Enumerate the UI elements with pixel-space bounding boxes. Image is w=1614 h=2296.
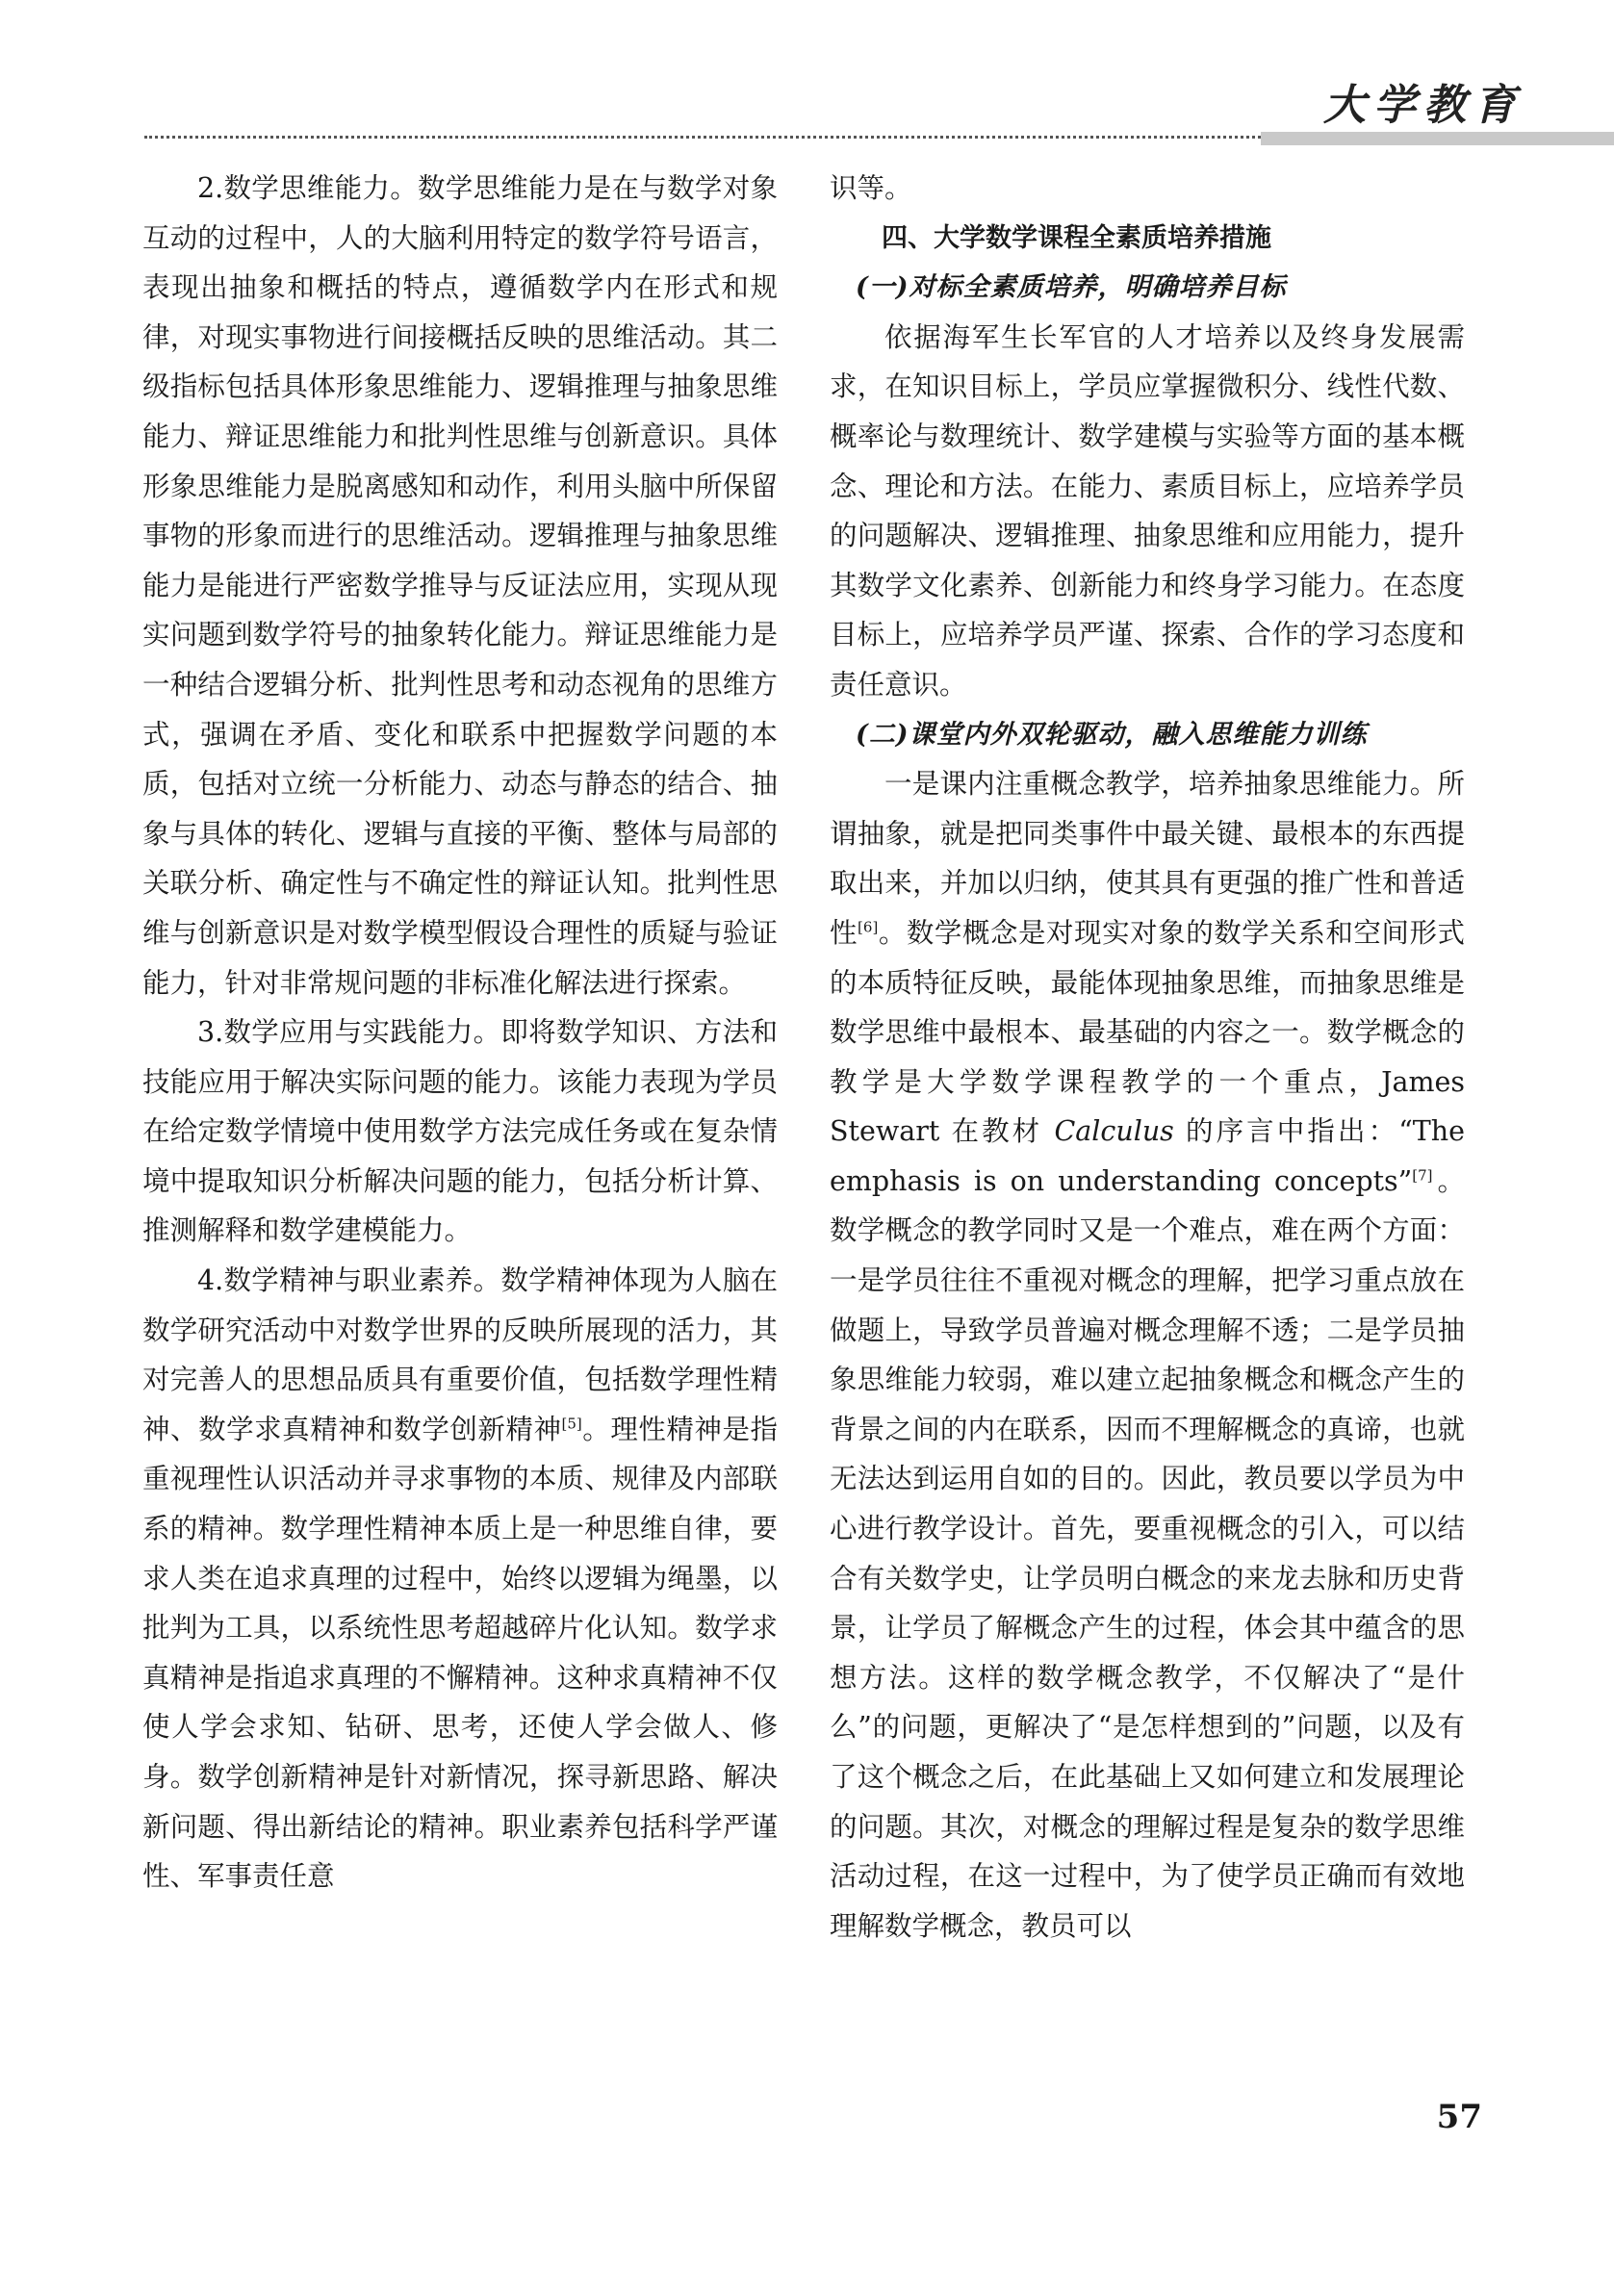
journal-name: 大学教育 <box>1323 81 1524 130</box>
paragraph-training-goals: 依据海军生长军官的人才培养以及终身发展需求，在知识目标上，学员应掌握微积分、线性代数、概率论与数理统计、数学建模与实验等方面的基本概念、理论和方法。在能力、素质目标上，应培养学员的问题解决、逻辑推理、抽象思维和应用能力，提升其数学文化素养、创新能力和终身学习能力。在态度目标上，应培养学员严谨、探索、合作的学习态度和责任意识。 <box>830 320 1465 701</box>
right-column <box>830 164 1465 1951</box>
text-segment: 。数学概念的教学同时又是一个难点，难在两个方面：一是学员往往不重视对概念的理解，把学习重点放在做题上，导致学员普遍对概念理解不透；二是学员抽象思维能力较弱，难以建立起抽象概念和概念产生的背景之间的内在联系，因而不理解概念的真谛，也就无法达到运用自如的目的。因此，教员要以学员为中心进行教学设计。首先，要重视概念的引入，可以结合有关数学史，让学员明白概念的来龙去脉和历史背景，让学员了解概念产生的过程，体会其中蕴含的思想方法。这样的数学概念教学，不仅解决了“是什么”的问题，更解决了“是怎样想到的”问题，以及有了这个概念之后，在此基础上又如何建立和发展理论的问题。其次，对概念的理解过程是复杂的数学思维活动过程，在这一过程中，为了使学员正确而有效地理解数学概念，教员可以 <box>830 1164 1465 1942</box>
paragraph-concept-teaching <box>830 759 1465 1951</box>
citation-ref[interactable]: [7] <box>1412 1166 1433 1185</box>
header-dotted-rule <box>144 136 1261 139</box>
page-number: 57 <box>1436 2098 1482 2136</box>
subsection-heading-2: (二)课堂内外双轮驱动，融入思维能力训练 <box>856 719 1368 750</box>
text-segment: 的序言中指出：“The emphasis is on understanding concepts” <box>830 1115 1466 1197</box>
paragraph-continuation: 识等。 <box>830 172 912 204</box>
header-gray-band <box>1261 132 1614 145</box>
book-title: Calculus <box>1054 1115 1174 1148</box>
citation-ref[interactable]: [5] <box>561 1415 582 1433</box>
paragraph-math-thinking: 2.数学思维能力。数学思维能力是在与数学对象互动的过程中，人的大脑利用特定的数学符号语言，表现出抽象和概括的特点，遵循数学内在形式和规律，对现实事物进行间接概括反映的思维活动。其二级指标包括具体形象思维能力、逻辑推理与抽象思维能力、辩证思维能力和批判性思维与创新意识。具体形象思维能力是脱离感知和动作，利用头脑中所保留事物的形象而进行的思维活动。逻辑推理与抽象思维能力是能进行严密数学推导与反证法应用，实现从现实问题到数学符号的抽象转化能力。辩证思维能力是一种结合逻辑分析、批判性思考和动态视角的思维方式，强调在矛盾、变化和联系中把握数学问题的本质，包括对立统一分析能力、动态与静态的结合、抽象与具体的转化、逻辑与直接的平衡、整体与局部的关联分析、确定性与不确定性的辩证认知。批判性思维与创新意识是对数学模型假设合理性的质疑与验证能力，针对非常规问题的非标准化解法进行探索。 <box>142 172 778 999</box>
text-segment: 。数学概念是对现实对象的数学关系和空间形式的本质特征反映，最能体现抽象思维，而抽象思维是数学思维中最根本、最基础的内容之一。数学概念的教学是大学数学课程教学的一个重点，James Stewart 在教材 <box>830 916 1465 1148</box>
text-segment: 。理性精神是指重视理性认识活动并寻求事物的本质、规律及内部联系的精神。数学理性精神本质上是一种思维自律，要求人类在追求真理的过程中，始终以逻辑为绳墨，以批判为工具，以系统性思考超越碎片化认知。数学求真精神是指追求真理的不懈精神。这种求真精神不仅使人学会求知、钻研、思考，还使人学会做人、修身。数学创新精神是针对新情况，探寻新思路、解决新问题、得出新结论的精神。职业素养包括科学严谨性、军事责任意 <box>142 1413 778 1893</box>
citation-ref[interactable]: [6] <box>858 918 879 936</box>
text-segment: 一是课内注重概念教学，培养抽象思维能力。所谓抽象，就是把同类事件中最关键、最根本的东西提取出来，并加以归纳，使其具有更强的推广性和普适性 <box>830 768 1465 949</box>
text-segment: 4.数学精神与职业素养。数学精神体现为人脑在数学研究活动中对数学世界的反映所展现的活力，其对完善人的思想品质具有重要价值，包括数学理性精神、数学求真精神和数学创新精神 <box>142 1264 778 1445</box>
left-column <box>142 164 778 1901</box>
subsection-heading-1: (一)对标全素质培养，明确培养目标 <box>856 272 1287 303</box>
paragraph-math-application: 3.数学应用与实践能力。即将数学知识、方法和技能应用于解决实际问题的能力。该能力表现为学员在给定数学情境中使用数学方法完成任务或在复杂情境中提取知识分析解决问题的能力，包括分析计算、推测解释和数学建模能力。 <box>142 1016 778 1247</box>
section-heading: 四、大学数学课程全素质培养措施 <box>882 222 1271 253</box>
paragraph-math-spirit <box>142 1256 778 1901</box>
